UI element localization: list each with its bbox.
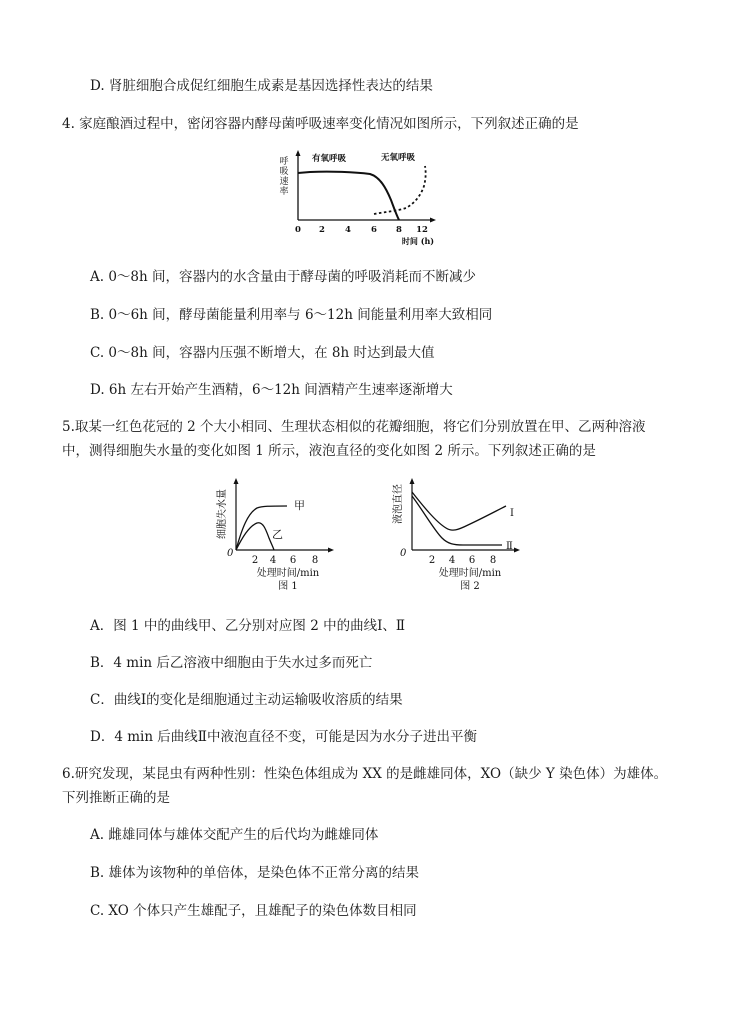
q4-ylabel-3: 速 <box>279 177 289 187</box>
fig2-xtick-2: 2 <box>428 555 436 566</box>
fig1-series-jia: 甲 <box>294 499 305 512</box>
q6-option-c: C. XO 个体只产生雄配子，且雄配子的染色体数目相同 <box>90 903 417 919</box>
q6-stem-line2: 下列推断正确的是 <box>62 790 170 806</box>
fig1-ylabel: 细胞失水量 <box>217 489 228 539</box>
q4-label-aerobic: 有氧呼吸 <box>312 154 347 164</box>
q4-ylabel-1: 呼 <box>279 157 289 167</box>
fig2-xtick-8: 8 <box>489 555 497 566</box>
q4-option-c: C. 0～8h 间，容器内压强不断增大，在 8h 时达到最大值 <box>90 345 435 361</box>
q5-option-b: B．4 min 后乙溶液中细胞由于失水过多而死亡 <box>90 655 373 671</box>
q4-option-d: D. 6h 左右开始产生酒精，6～12h 间酒精产生速率逐渐增大 <box>90 382 453 398</box>
fig1-xtick-6: 6 <box>289 555 297 566</box>
q6-stem-line1: 6.研究发现，某昆虫有两种性别：性染色体组成为 XX 的是雌雄同体，XO（缺少 Y 染色体）为雄体。 <box>62 766 668 782</box>
fig2-xtick-6: 6 <box>468 555 476 566</box>
q6-option-a: A. 雌雄同体与雄体交配产生的后代均为雌雄同体 <box>90 827 379 843</box>
q5-option-c: C．曲线Ⅰ的变化是细胞通过主动运输吸收溶质的结果 <box>90 692 403 708</box>
q6-option-b: B. 雄体为该物种的单倍体，是染色体不正常分离的结果 <box>90 865 420 881</box>
q5-stem-line2: 中，测得细胞失水量的变化如图 1 所示，液泡直径的变化如图 2 所示。下列叙述正确的是 <box>62 443 596 459</box>
q5-figure-2 <box>388 478 533 598</box>
q4-stem: 4. 家庭酿酒过程中，密闭容器内酵母菌呼吸速率变化情况如图所示，下列叙述正确的是 <box>62 116 579 132</box>
q4-xtick-0: 0 <box>295 225 301 235</box>
q4-xtick-6: 6 <box>371 225 377 235</box>
fig2-ylabel: 液泡直径 <box>393 484 404 524</box>
q4-label-anaerobic: 无氧呼吸 <box>381 153 416 163</box>
q5-option-a: A．图 1 中的曲线甲、乙分别对应图 2 中的曲线Ⅰ、Ⅱ <box>90 618 406 634</box>
fig1-xlabel: 处理时间/min <box>256 568 320 579</box>
q5-option-d: D．4 min 后曲线Ⅱ中液泡直径不变，可能是因为水分子进出平衡 <box>90 729 477 745</box>
q3-option-d: D. 肾脏细胞合成促红细胞生成素是基因选择性表达的结果 <box>90 78 433 94</box>
fig1-y-arrow <box>234 478 239 484</box>
fig2-y-arrow <box>410 478 415 484</box>
q4-xlabel: 时间 (h) <box>401 236 435 246</box>
fig1-xtick-2: 2 <box>251 555 259 566</box>
q4-ylabel-4: 率 <box>279 187 289 197</box>
q4-xtick-2: 2 <box>319 225 325 235</box>
fig1-origin: 0 <box>227 548 234 559</box>
q4-xtick-12: 12 <box>416 225 428 235</box>
fig1-x-arrow <box>328 548 334 553</box>
fig1-xtick-4: 4 <box>269 555 277 566</box>
fig2-curve-2 <box>412 496 502 545</box>
fig2-xtick-4: 4 <box>448 555 456 566</box>
q4-aerobic-curve <box>298 172 399 220</box>
q4-xtick-4: 4 <box>345 225 351 235</box>
fig2-curve-1 <box>412 492 506 530</box>
q4-x-arrow <box>430 218 436 223</box>
fig2-series-1: Ⅰ <box>510 508 514 519</box>
q4-option-a: A. 0～8h 间，容器内的水含量由于酵母菌的呼吸消耗而不断减少 <box>90 269 476 285</box>
fig1-caption: 图 1 <box>278 581 298 592</box>
q4-xtick-8: 8 <box>396 225 402 235</box>
fig1-series-yi: 乙 <box>272 528 283 541</box>
q4-ylabel-2: 吸 <box>279 167 289 177</box>
fig2-xlabel: 处理时间/min <box>438 568 502 579</box>
q4-figure <box>270 150 445 250</box>
fig2-caption: 图 2 <box>460 581 480 592</box>
q5-stem-line1: 5.取某一红色花冠的 2 个大小相同、生理状态相似的花瓣细胞，将它们分别放置在甲、乙两种溶液 <box>62 419 646 435</box>
fig2-origin: 0 <box>400 548 407 559</box>
q4-y-arrow <box>296 150 301 156</box>
q4-option-b: B. 0～6h 间，酵母菌能量利用率与 6～12h 间能量利用率大致相同 <box>90 307 493 323</box>
fig2-x-arrow <box>514 548 520 553</box>
q5-figure-1 <box>212 478 352 598</box>
fig2-series-2: Ⅱ <box>506 541 513 552</box>
fig1-curve-yi <box>236 523 274 550</box>
q4-anaerobic-curve <box>374 166 426 214</box>
fig1-xtick-8: 8 <box>311 555 319 566</box>
